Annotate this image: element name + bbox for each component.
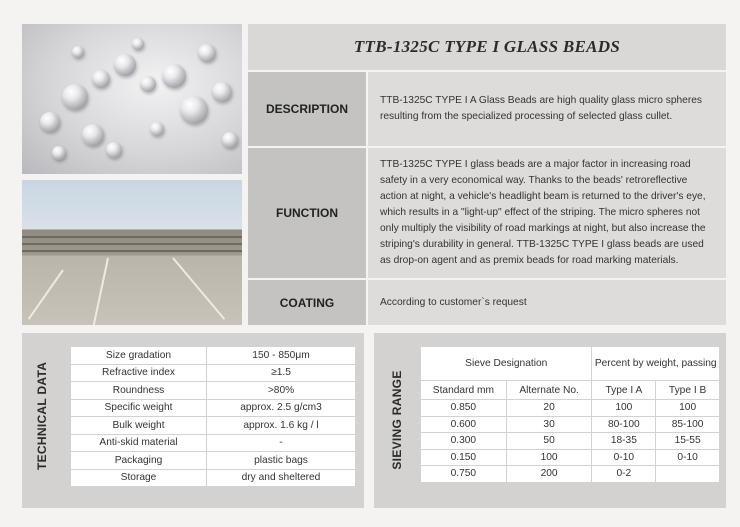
sieve-cell-alternate: 100 (506, 449, 592, 466)
sieving-range-panel (374, 333, 726, 508)
sieve-row (421, 416, 720, 433)
sieve-subheader-row (421, 381, 720, 400)
sieve-cell-typeib: 85-100 (656, 416, 720, 433)
sieving-range-table (420, 346, 720, 483)
technical-row (71, 417, 356, 435)
coating-row (248, 280, 726, 327)
sieve-cell-standard: 0.850 (421, 400, 507, 417)
technical-row (71, 399, 356, 417)
sieve-cell-typeia: 0-10 (592, 449, 656, 466)
coating-text: According to customer`s request (366, 280, 726, 327)
sieve-cell-typeib: 100 (656, 400, 720, 417)
percent-passing-header: Percent by weight, passing (592, 347, 720, 381)
sieve-cell-typeib (656, 466, 720, 483)
sieve-cell-alternate: 200 (506, 466, 592, 483)
sieve-cell-alternate: 30 (506, 416, 592, 433)
description-label: DESCRIPTION (248, 72, 366, 148)
sieve-header-row (421, 347, 720, 381)
technical-row (71, 469, 356, 487)
technical-value: - (207, 434, 356, 452)
product-title: TTB-1325C TYPE I GLASS BEADS (353, 37, 621, 56)
type-ib-header: Type I B (656, 381, 720, 400)
function-row (248, 148, 726, 280)
technical-value: ≥1.5 (207, 364, 356, 382)
sieve-row (421, 449, 720, 466)
sieve-row (421, 400, 720, 417)
technical-value: dry and sheltered (207, 469, 356, 487)
title-band (248, 24, 726, 70)
sieve-cell-typeia: 18-35 (592, 433, 656, 450)
coating-label: COATING (248, 280, 366, 327)
technical-value: 150 - 850μm (207, 347, 356, 365)
description-text: TTB-1325C TYPE I A Glass Beads are high quality glass micro spheres resulting from the specialized processing of selected glass cullet. (366, 72, 726, 148)
technical-property: Storage (71, 469, 207, 487)
technical-property: Specific weight (71, 399, 207, 417)
sieve-cell-typeia: 80-100 (592, 416, 656, 433)
sieve-cell-typeib: 0-10 (656, 449, 720, 466)
sieve-cell-typeia: 0-2 (592, 466, 656, 483)
sieve-cell-standard: 0.750 (421, 466, 507, 483)
function-text: TTB-1325C TYPE I glass beads are a major factor in increasing road safety in a very economical way. Thanks to the beads' retroreflective action at night, a vehicle's headlight beam is returned to the driver's eye, which results in a "light-up" effect of the striping. The micro spheres not only multiply the visibility of road markings at night, but also increase the striping's durability in general. TTB-1325C TYPE I glass beads are used as drop-on agent and as premix beads for road marking materials. (366, 148, 726, 280)
road-marking-photo (22, 180, 242, 325)
technical-value: >80% (207, 382, 356, 400)
technical-value: approx. 1.6 kg / l (207, 417, 356, 435)
sieve-cell-typeia: 100 (592, 400, 656, 417)
technical-property: Roundness (71, 382, 207, 400)
sieve-cell-alternate: 20 (506, 400, 592, 417)
technical-property: Anti-skid material (71, 434, 207, 452)
function-label: FUNCTION (248, 148, 366, 280)
sieve-cell-standard: 0.300 (421, 433, 507, 450)
technical-value: plastic bags (207, 452, 356, 470)
technical-row (71, 452, 356, 470)
type-ia-header: Type I A (592, 381, 656, 400)
description-row (248, 72, 726, 148)
technical-row (71, 434, 356, 452)
glass-beads-photo (22, 24, 242, 174)
technical-property: Packaging (71, 452, 207, 470)
sieve-cell-standard: 0.150 (421, 449, 507, 466)
technical-row (71, 347, 356, 365)
sieving-range-heading: SIEVING RANGE (390, 370, 404, 470)
sieve-designation-header: Sieve Designation (421, 347, 592, 381)
info-table (248, 72, 726, 327)
standard-mm-header: Standard mm (421, 381, 507, 400)
alternate-no-header: Alternate No. (506, 381, 592, 400)
technical-data-panel (22, 333, 364, 508)
technical-row (71, 382, 356, 400)
technical-property: Bulk weight (71, 417, 207, 435)
sieve-cell-standard: 0.600 (421, 416, 507, 433)
sieve-row (421, 433, 720, 450)
sieve-cell-alternate: 50 (506, 433, 592, 450)
technical-data-table (70, 346, 356, 487)
technical-property: Refractive index (71, 364, 207, 382)
sieve-row (421, 466, 720, 483)
technical-row (71, 364, 356, 382)
technical-property: Size gradation (71, 347, 207, 365)
technical-value: approx. 2.5 g/cm3 (207, 399, 356, 417)
technical-data-heading: TECHNICAL DATA (35, 361, 49, 470)
sieve-cell-typeib: 15-55 (656, 433, 720, 450)
